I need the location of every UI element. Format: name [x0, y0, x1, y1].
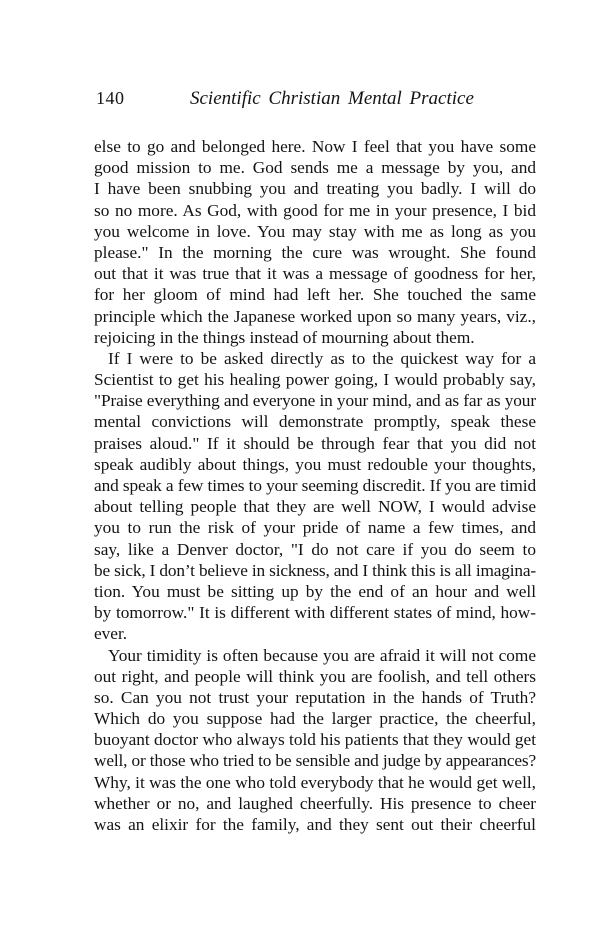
- text-line: Why, it was the one who told everybody that he would get well,: [94, 772, 536, 792]
- text-line: good mission to me. God sends me a message by you, and: [94, 158, 536, 178]
- text-line: tion. You must be sitting up by the end of an hour and well: [94, 581, 536, 601]
- text-line: was an elixir for the family, and they sent out their cheerful: [94, 815, 536, 834]
- text-line: you to run the risk of your pride of name a few times, and: [94, 518, 536, 538]
- text-line: be sick, I don’t believe in sickness, and I think this is all imagina-: [94, 560, 536, 580]
- text-line: so. Can you not trust your reputation in the hands of Truth?: [94, 687, 536, 707]
- text-line: "Praise everything and everyone in your mind, and as far as your: [94, 391, 536, 411]
- text-line: about telling people that they are well NOW, I would advise: [94, 497, 536, 517]
- page-number: 140: [96, 88, 125, 108]
- running-head: [96, 88, 536, 112]
- text-line: Scientist to get his healing power going, I would probably say,: [94, 370, 536, 390]
- text-line: I have been snubbing you and treating you badly. I will do: [94, 179, 536, 199]
- text-line: and speak a few times to your seeming discredit. If you are timid: [94, 476, 536, 495]
- text-line: Which do you suppose had the larger practice, the cheerful,: [94, 709, 536, 729]
- paragraph-end-line: rejoicing in the things instead of mourning about them.: [94, 327, 475, 347]
- text-line: whether or no, and laughed cheerfully. His presence to cheer: [94, 793, 536, 813]
- text-line: so no more. As God, with good for me in your presence, I bid: [94, 200, 536, 220]
- running-title: Scientific Christian Mental Practice: [190, 88, 474, 109]
- text-line: buoyant doctor who always told his patients that they would get: [94, 730, 536, 750]
- text-line: well, or those who tried to be sensible and judge by appearances?: [94, 751, 537, 771]
- paragraph-end-line: ever.: [94, 624, 128, 644]
- text-line: speak audibly about things, you must redouble your thoughts,: [94, 454, 536, 474]
- text-line: out right, and people will think you are foolish, and tell others: [94, 666, 536, 686]
- paragraph-start-line: If I were to be asked directly as to the quickest way for a: [108, 348, 536, 368]
- text-line: else to go and belonged here. Now I feel that you have some: [94, 137, 536, 156]
- text-line: principle which the Japanese worked upon so many years, viz.,: [94, 306, 536, 326]
- text-line: out that it was true that it was a message of goodness for her,: [94, 264, 536, 284]
- text-line: please." In the morning the cure was wrought. She found: [94, 242, 536, 262]
- text-line: you welcome in love. You may stay with me as long as you: [94, 221, 536, 241]
- text-line: say, like a Denver doctor, "I do not care if you do seem to: [94, 539, 536, 559]
- text-line: praises aloud." If it should be through fear that you did not: [94, 433, 536, 453]
- paragraph-start-line: Your timidity is often because you are afraid it will not come: [108, 645, 536, 665]
- text-line: by tomorrow." It is different with different states of mind, how-: [94, 603, 536, 623]
- body-text: [94, 136, 536, 835]
- text-line: mental convictions will demonstrate promptly, speak these: [94, 412, 536, 432]
- text-line: for her gloom of mind had left her. She touched the same: [94, 285, 536, 305]
